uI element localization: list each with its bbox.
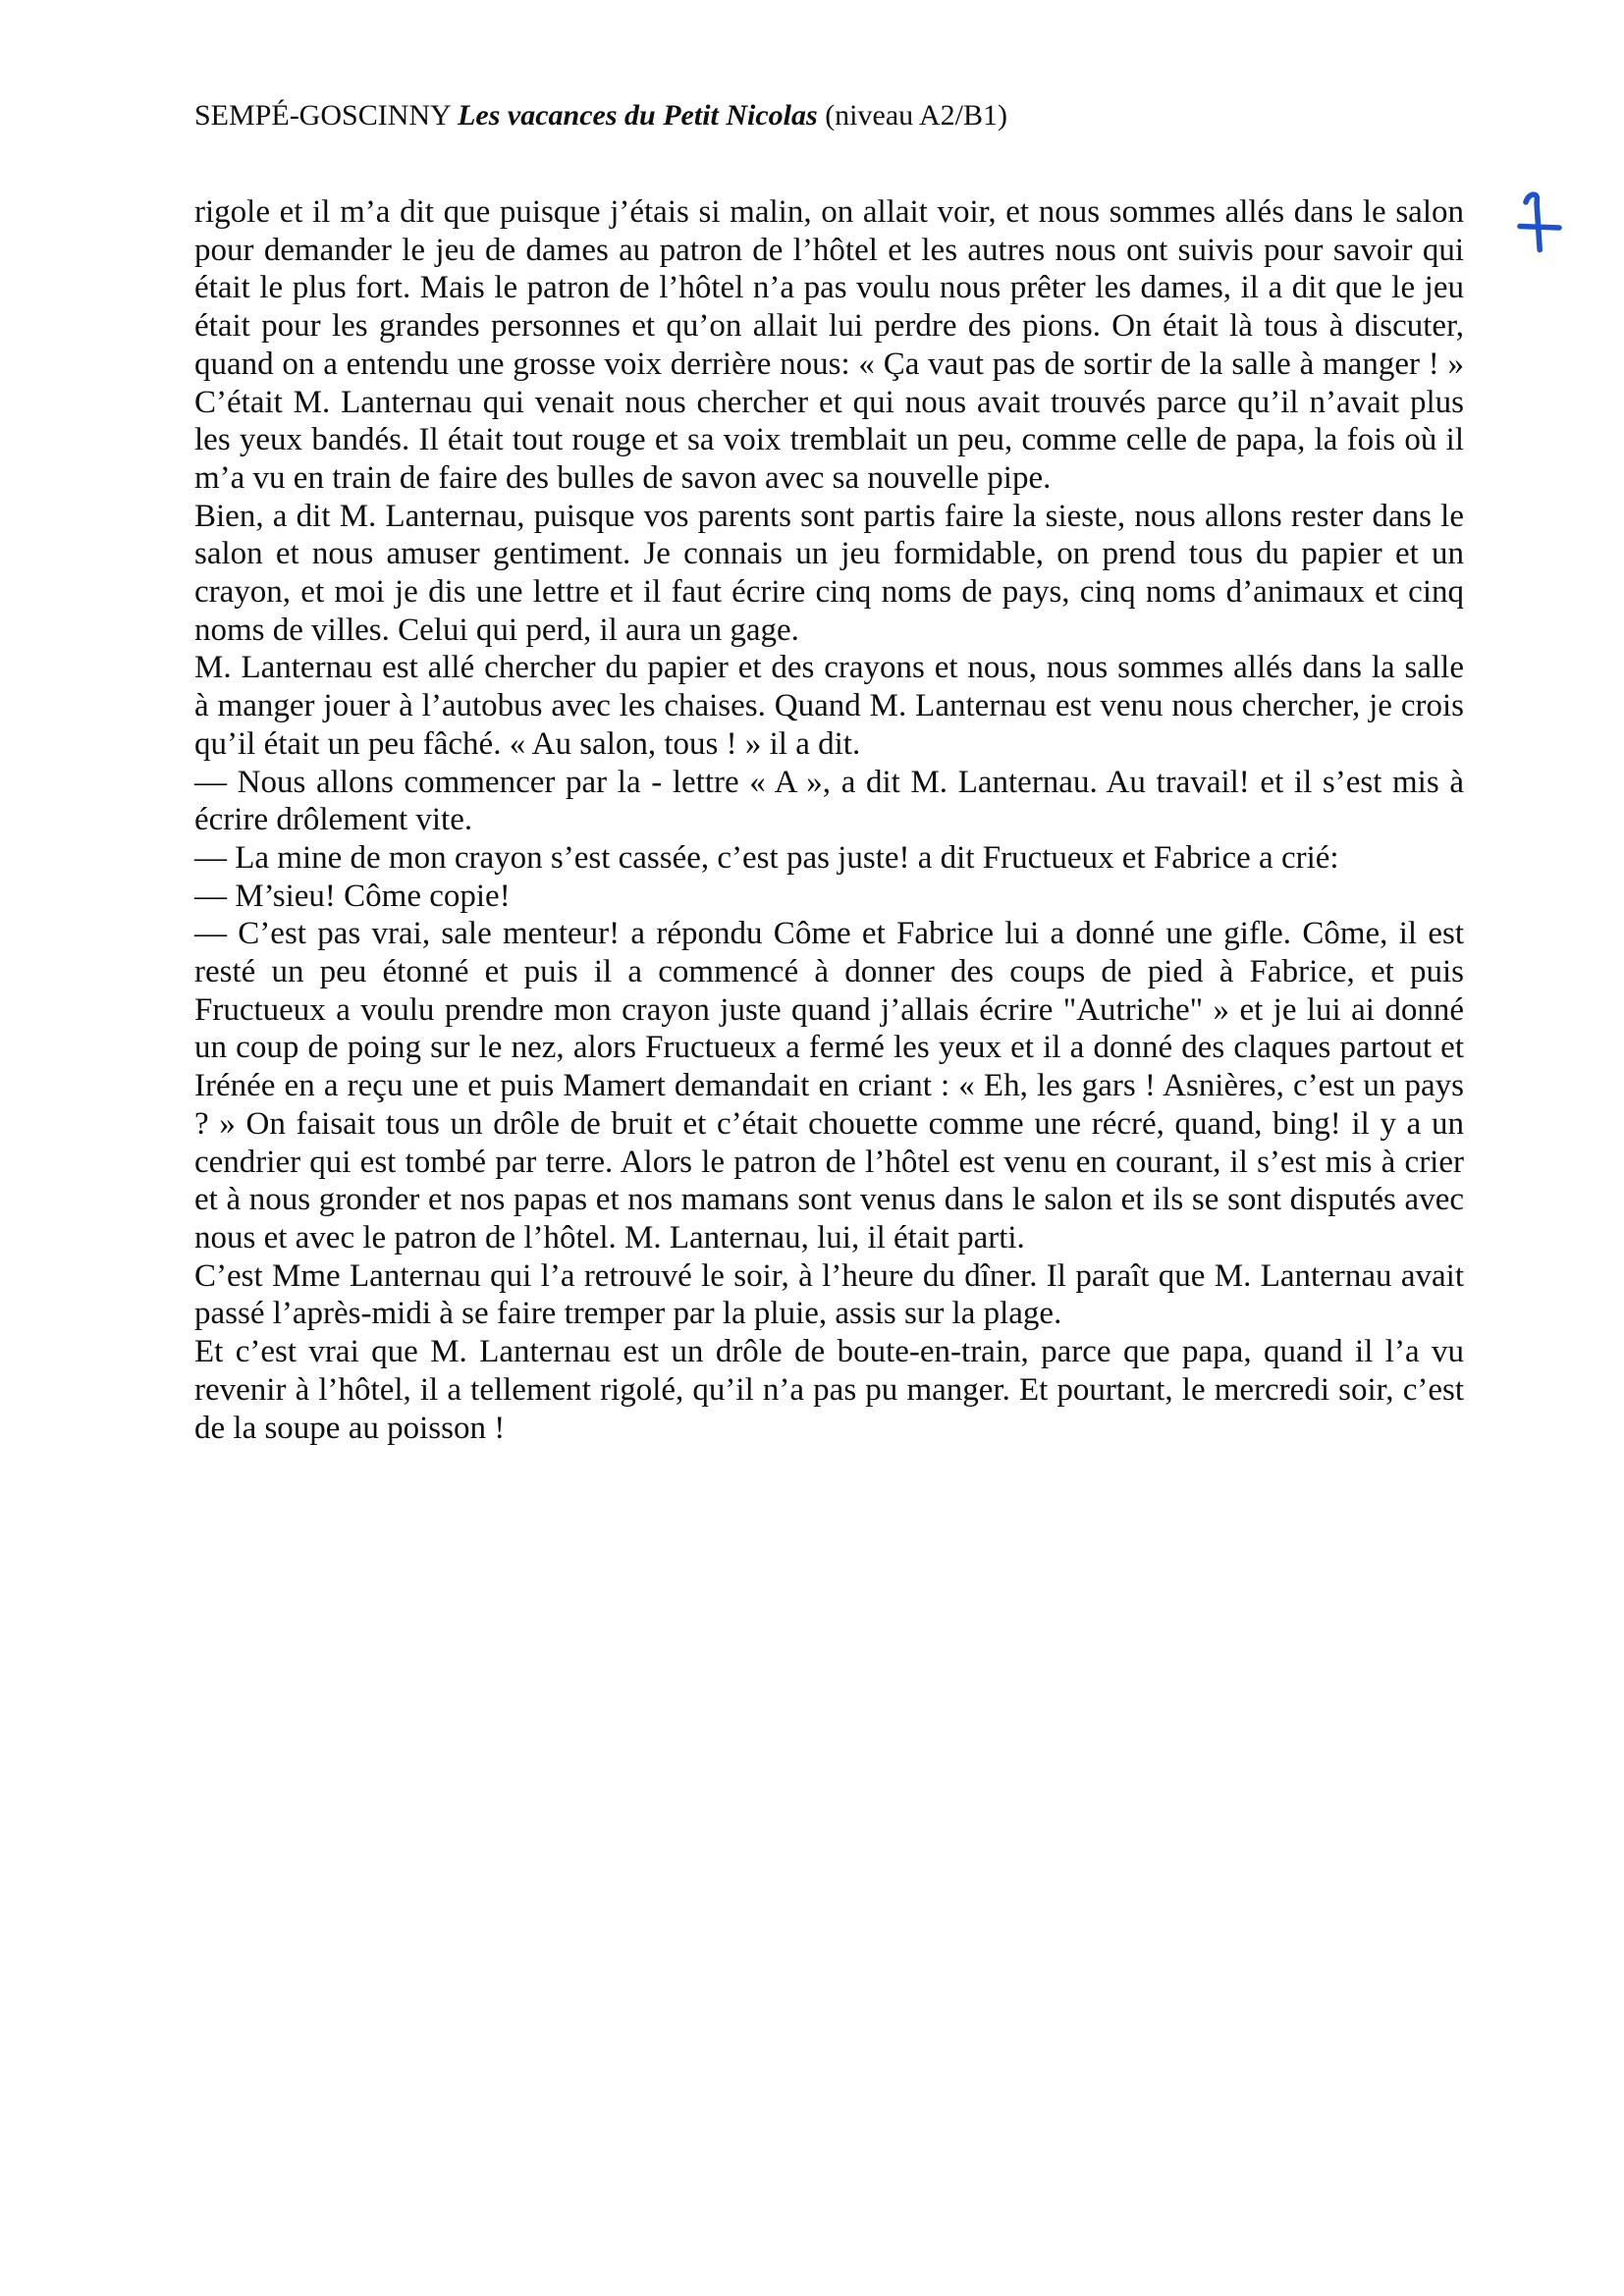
text-line: qu’il était un peu fâché. « Au salon, tous ! » il a dit. (194, 725, 861, 762)
text-line: C’est Mme Lanternau qui l’a retrouvé le soir, à l’heure du dîner. Il paraît que M. Lanternau avait (194, 1257, 1464, 1294)
text-line: Et c’est vrai que M. Lanternau est un drôle de boute-en-train, parce que papa, quand il l’a vu (194, 1334, 1464, 1370)
text-line: un coup de poing sur le nez, alors Fructueux a fermé les yeux et il a donné des claques partout et (194, 1030, 1464, 1066)
text-line: noms de villes. Celui qui perd, il aura un gage. (194, 612, 799, 648)
text-line: M. Lanternau est allé chercher du papier et des crayons et nous, nous sommes allés dans la salle (194, 650, 1464, 686)
text-line: et à nous gronder et nos papas et nos mamans sont venus dans le salon et ils se sont disputés avec (194, 1182, 1464, 1218)
header-author: SEMPÉ-GOSCINNY (194, 99, 451, 132)
document-body (194, 193, 1464, 1447)
text-line: — C’est pas vrai, sale menteur! a répondu Côme et Fabrice lui a donné une gifle. Côme, il est (194, 916, 1464, 952)
text-line: rigole et il m’a dit que puisque j’étais si malin, on allait voir, et nous sommes allés dans le salon (194, 194, 1464, 230)
text-line: les yeux bandés. Il était tout rouge et sa voix tremblait un peu, comme celle de papa, la fois où il (194, 422, 1464, 458)
text-line: était le plus fort. Mais le patron de l’hôtel n’a pas voulu nous prêter les dames, il a dit que le jeu (194, 270, 1464, 306)
text-line: Bien, a dit M. Lanternau, puisque vos parents sont partis faire la sieste, nous allons rester dans le (194, 498, 1464, 534)
header-level-label: (niveau A2/B1) (825, 99, 1007, 132)
text-line: à manger jouer à l’autobus avec les chaises. Quand M. Lanternau est venu nous chercher, je crois (194, 688, 1464, 724)
text-line: — M’sieu! Côme copie! (194, 878, 511, 914)
text-line: crayon, et moi je dis une lettre et il faut écrire cinq noms de pays, cinq noms d’animaux et cinq (194, 574, 1464, 611)
text-line: pour demander le jeu de dames au patron de l’hôtel et les autres nous ont suivis pour savoir qui (194, 232, 1464, 268)
text-line: quand on a entendu une grosse voix derrière nous: « Ça vaut pas de sortir de la salle à manger ! » (194, 346, 1464, 382)
header-book-title: Les vacances du Petit Nicolas (458, 99, 818, 132)
text-line: — La mine de mon crayon s’est cassée, c’est pas juste! a dit Fructueux et Fabrice a crié: (194, 839, 1339, 876)
text-line: Irénée en a reçu une et puis Mamert demandait en criant : « Eh, les gars ! Asnières, c’est un pays (194, 1068, 1464, 1104)
text-line: — Nous allons commencer par la - lettre « A », a dit M. Lanternau. Au travail! et il s’est mis à (194, 764, 1464, 800)
text-line: cendrier qui est tombé par terre. Alors le patron de l’hôtel est venu en courant, il s’est mis à crier (194, 1144, 1464, 1180)
text-line: était pour les grandes personnes et qu’on allait lui perdre des pions. On était là tous à discuter, (194, 308, 1464, 345)
text-line: C’était M. Lanternau qui venait nous chercher et qui nous avait trouvés parce qu’il n’avait plus (194, 384, 1464, 420)
text-line: de la soupe au poisson ! (194, 1410, 506, 1446)
text-line: m’a vu en train de faire des bulles de savon avec sa nouvelle pipe. (194, 459, 1052, 496)
text-line: Fructueux a voulu prendre mon crayon juste quand j’allais écrire "Autriche" » et je lui ai donné (194, 991, 1464, 1028)
mark-crossbar-stroke (1520, 227, 1559, 229)
text-line: nous et avec le patron de l’hôtel. M. Lanternau, lui, il était parti. (194, 1219, 1025, 1255)
text-line: revenir à l’hôtel, il a tellement rigolé, qu’il n’a pas pu manger. Et pourtant, le mercredi soir, c’est (194, 1371, 1464, 1408)
document-header (194, 98, 1007, 133)
text-line: écrire drôlement vite. (194, 802, 473, 838)
text-line: ? » On faisait tous un drôle de bruit et c’était chouette comme une récré, quand, bing! il y a un (194, 1105, 1464, 1142)
text-line: resté un peu étonné et puis il a commencé à donner des coups de pied à Fabrice, et puis (194, 954, 1464, 990)
handwritten-mark-icon (1516, 189, 1563, 256)
mark-stem-stroke (1526, 194, 1540, 249)
text-line: passé l’après-midi à se faire tremper par la pluie, assis sur la plage. (194, 1296, 1062, 1332)
text-line: salon et nous amuser gentiment. Je connais un jeu formidable, on prend tous du papier et un (194, 536, 1464, 572)
